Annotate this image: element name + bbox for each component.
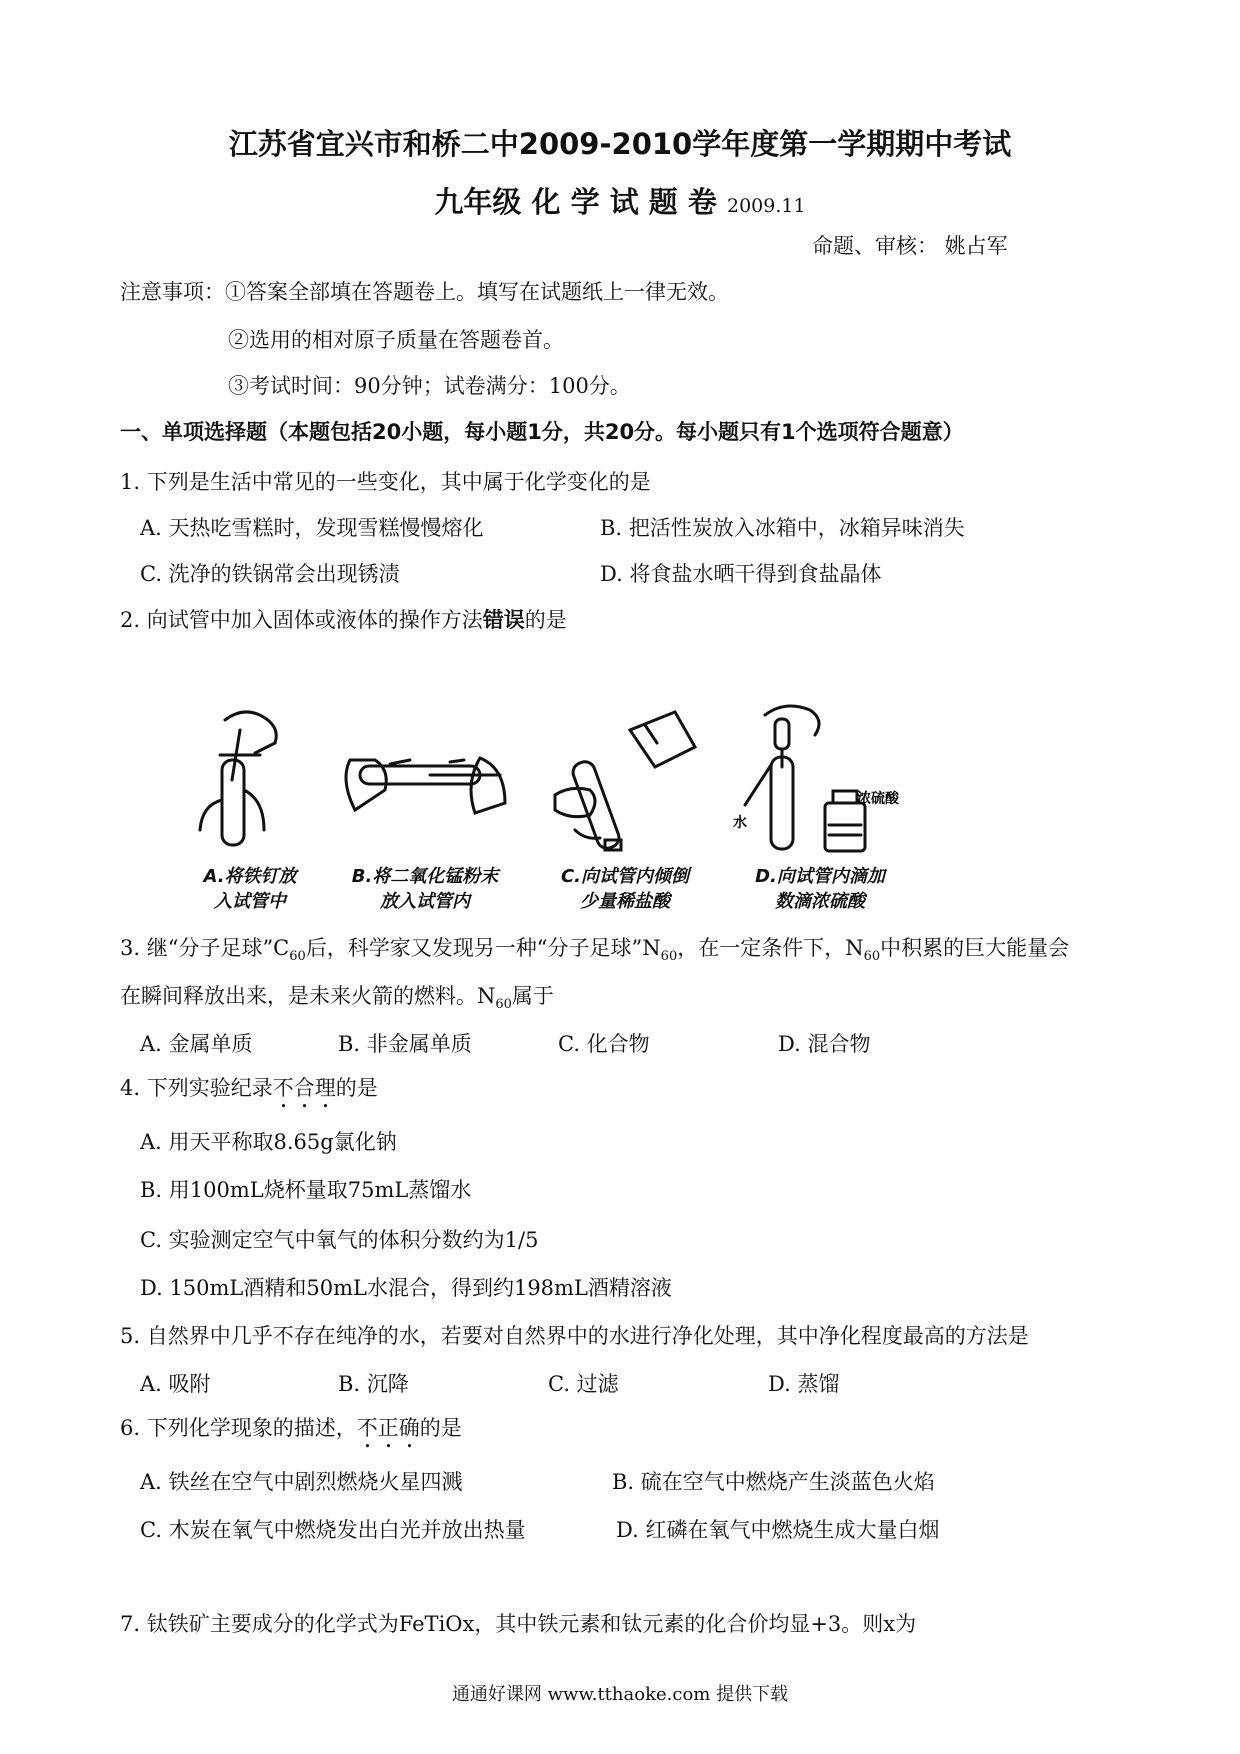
q2-stem-pre: 2. 向试管中加入固体或液体的操作方法 — [120, 608, 483, 632]
author-line: 命题、审核： 姚占军 — [812, 234, 1008, 258]
q3-s3: 60 — [863, 949, 881, 965]
q3-s1: 60 — [289, 949, 306, 965]
figure-c — [535, 700, 715, 914]
q5-option-c: C. 过滤 — [548, 1372, 619, 1396]
figure-d-acid-label: 浓硫酸 — [857, 791, 899, 807]
section-heading: 一、单项选择题（本题包括20小题，每小题1分，共20分。每小题只有1个选项符合题意） — [120, 420, 964, 444]
q3-p2: 后，科学家又发现另一种“分子足球”N — [305, 936, 661, 960]
subtitle-text: 九年级 化 学 试 题 卷 — [434, 185, 717, 219]
notes-label-text: 注意事项： — [120, 280, 225, 304]
q6-option-c: C. 木炭在氧气中燃烧发出白光并放出热量 — [140, 1518, 526, 1542]
q5-option-b: B. 沉降 — [338, 1372, 409, 1396]
q6-option-a: A. 铁丝在空气中剧烈燃烧火星四溅 — [140, 1470, 463, 1494]
q3-option-d: D. 混合物 — [778, 1032, 871, 1056]
figure-a-caption-2: 入试管中 — [214, 891, 286, 912]
figure-a-drawing — [170, 700, 330, 860]
q4-stem — [120, 1074, 378, 1113]
q4-option-b: B. 用100mL烧杯量取75mL蒸馏水 — [140, 1178, 472, 1202]
q1-stem: 1. 下列是生活中常见的一些变化，其中属于化学变化的是 — [120, 470, 651, 494]
figure-a-caption-1: A.将铁钉放 — [203, 866, 297, 887]
figure-d-drawing — [725, 695, 915, 860]
q7-stem: 7. 钛铁矿主要成分的化学式为FeTiOx，其中铁元素和钛元素的化合价均显+3。则x为 — [120, 1612, 917, 1636]
exam-date: 2009.11 — [727, 195, 806, 217]
page-footer: 通通好课网 www.tthaoke.com 提供下载 — [451, 1684, 789, 1705]
q3-stem-line2 — [120, 982, 554, 1019]
q4-stem-pre: 4. 下列实验纪录 — [120, 1076, 273, 1100]
q5-option-a: A. 吸附 — [140, 1372, 211, 1396]
q3-option-a: A. 金属单质 — [140, 1032, 253, 1056]
q5-option-d: D. 蒸馏 — [768, 1372, 840, 1396]
q4-option-a: A. 用天平称取8.65g氯化钠 — [140, 1130, 397, 1154]
q3-option-b: B. 非金属单质 — [338, 1032, 472, 1056]
note-item-2: ②选用的相对原子质量在答题卷首。 — [228, 328, 564, 352]
q6-option-b: B. 硫在空气中燃烧产生淡蓝色火焰 — [612, 1470, 935, 1494]
q6-stem — [120, 1414, 462, 1453]
q4-stem-post: 的是 — [335, 1076, 378, 1100]
q4-option-c: C. 实验测定空气中氧气的体积分数约为1/5 — [140, 1228, 539, 1252]
figure-b-drawing — [330, 700, 520, 860]
note-item-1: ①答案全部填在答题卷上。填写在试题纸上一律无效。 — [225, 280, 729, 304]
exam-title: 江苏省宜兴市和桥二中2009-2010学年度第一学期期中考试 — [228, 127, 1012, 161]
figure-c-caption-1: C.向试管内倾倒 — [560, 866, 690, 887]
q5-stem: 5. 自然界中几乎不存在纯净的水，若要对自然界中的水进行净化处理，其中净化程度最高的方法是 — [120, 1324, 1029, 1348]
q6-option-d: D. 红磷在氧气中燃烧生成大量白烟 — [616, 1518, 940, 1542]
q6-stem-pre: 6. 下列化学现象的描述， — [120, 1416, 357, 1440]
q3-line2-sub: 60 — [495, 997, 512, 1013]
q1-option-b: B. 把活性炭放入冰箱中，冰箱异味消失 — [600, 516, 965, 540]
figure-a — [170, 700, 330, 914]
q3-p3: ，在一定条件下，N — [677, 936, 864, 960]
q2-stem-post: 的是 — [524, 608, 567, 632]
q3-stem-line1 — [120, 934, 1069, 971]
q4-stem-emph: 不合理 — [272, 1076, 336, 1100]
figure-c-drawing — [535, 700, 715, 860]
q4-option-d: D. 150mL酒精和50mL水混合，得到约198mL酒精溶液 — [140, 1276, 672, 1300]
q1-option-d: D. 将食盐水晒干得到食盐晶体 — [600, 562, 882, 586]
figure-d-water-label: 水 — [733, 815, 747, 831]
q6-stem-emph: 不正确 — [356, 1416, 420, 1440]
q1-option-a: A. 天热吃雪糕时，发现雪糕慢慢熔化 — [140, 516, 484, 540]
q2-stem-bold: 错误 — [482, 608, 525, 632]
q6-stem-post: 的是 — [419, 1416, 462, 1440]
q3-line2-post: 属于 — [511, 984, 554, 1008]
figure-c-caption-2: 少量稀盐酸 — [580, 891, 670, 912]
q3-line2-pre: 在瞬间释放出来，是未来火箭的燃料。N — [120, 984, 496, 1008]
figure-b-caption-1: B.将二氧化锰粉末 — [351, 866, 499, 887]
figure-b-caption-2: 放入试管内 — [380, 891, 470, 912]
q3-s2: 60 — [660, 949, 678, 965]
figure-d — [725, 695, 915, 914]
notes-label — [120, 278, 729, 306]
note-item-3: ③考试时间：90分钟；试卷满分：100分。 — [228, 374, 631, 398]
q3-option-c: C. 化合物 — [558, 1032, 650, 1056]
figure-b — [330, 700, 520, 914]
exam-subtitle — [0, 180, 1240, 221]
q1-option-c: C. 洗净的铁锅常会出现锈渍 — [140, 562, 400, 586]
figure-d-caption-2: 数滴浓硫酸 — [775, 891, 865, 912]
q3-p1: 3. 继“分子足球”C — [120, 936, 290, 960]
figure-d-caption-1: D.向试管内滴加 — [755, 866, 885, 887]
q3-p4: 中积累的巨大能量会 — [880, 936, 1070, 960]
q2-stem — [120, 606, 567, 634]
